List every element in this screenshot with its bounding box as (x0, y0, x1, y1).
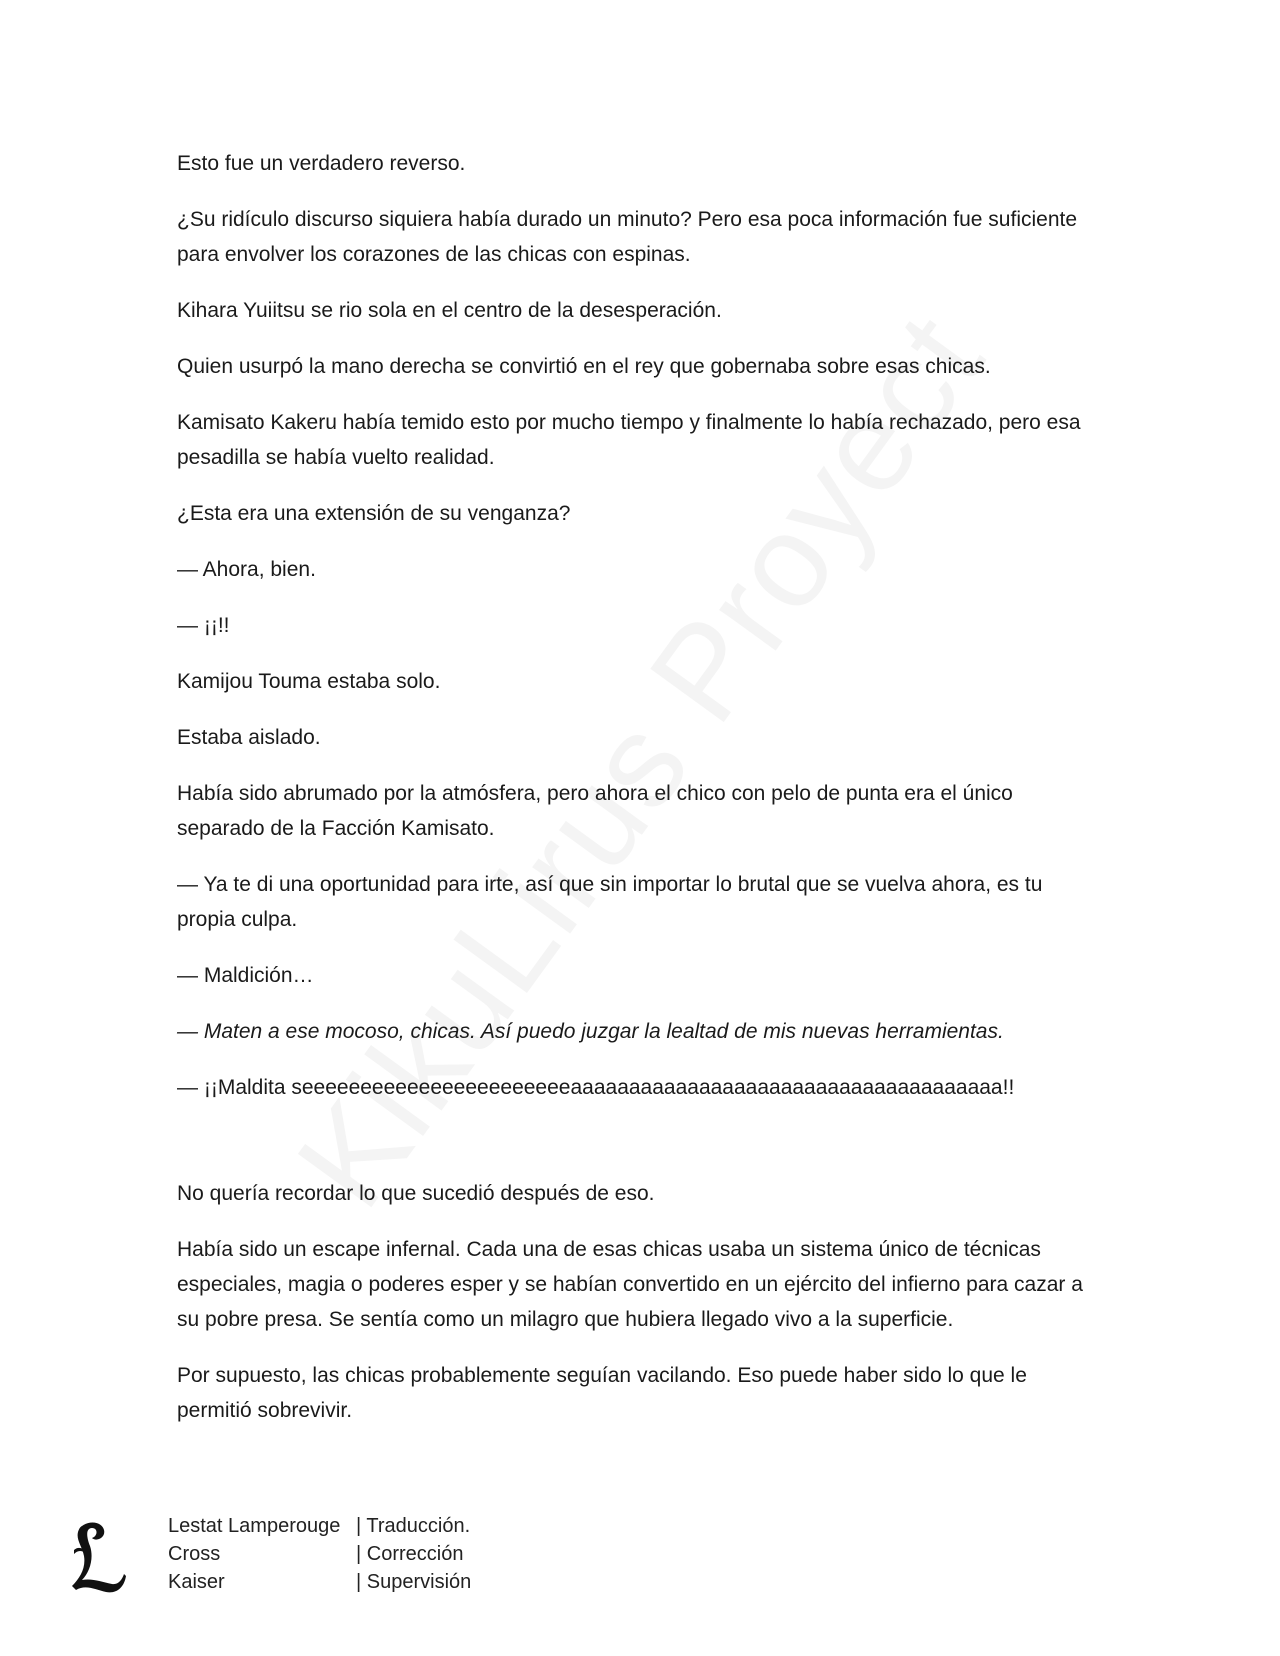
document-body (177, 146, 1103, 1449)
dialogue-line: — ¡¡!! (177, 614, 230, 637)
paragraph: Quien usurpó la mano derecha se convirtió en el rey que gobernaba sobre esas chicas. (177, 355, 991, 378)
paragraph: Kihara Yuiitsu se rio sola en el centro de la desesperación. (177, 299, 722, 322)
dialogue-line: — ¡¡Maldita seeeeeeeeeeeeeeeeeeeeeeeaaaaaaaaaaaaaaaaaaaaaaaaaaaaaaaaaaaaa!! (177, 1076, 1015, 1099)
paragraph: Había sido abrumado por la atmósfera, pero ahora el chico con pelo de punta era el único separado de la Facción Kamisato. (177, 782, 1013, 840)
credit-name: Cross (168, 1543, 221, 1565)
gothic-l-logo-icon (68, 1520, 128, 1596)
credit-role: | Traducción. (356, 1515, 471, 1537)
section-break (177, 1126, 1103, 1176)
dialogue-line: — Ya te di una oportunidad para irte, así que sin importar lo brutal que se vuelva ahora, es tu propia culpa. (177, 873, 1043, 931)
paragraph: Estaba aislado. (177, 726, 321, 749)
paragraph: Esto fue un verdadero reverso. (177, 152, 466, 175)
paragraph: Kamisato Kakeru había temido esto por mucho tiempo y finalmente lo había rechazado, pero esa pesadilla se había vuelto realidad. (177, 411, 1081, 469)
paragraph: Por supuesto, las chicas probablemente seguían vacilando. Eso puede haber sido lo que le permitió sobrevivir. (177, 1364, 1027, 1422)
credits (168, 1512, 471, 1596)
credit-role: | Supervisión (356, 1571, 472, 1593)
paragraph: Kamijou Touma estaba solo. (177, 670, 441, 693)
credit-row (168, 1568, 471, 1596)
credit-name: Kaiser (168, 1571, 225, 1593)
credit-role: | Corrección (356, 1543, 464, 1565)
credit-row (168, 1540, 471, 1568)
dialogue-line: — Ahora, bien. (177, 558, 316, 581)
paragraph: No quería recordar lo que sucedió después de eso. (177, 1182, 655, 1205)
credit-name: Lestat Lamperouge (168, 1515, 341, 1537)
dialogue-line: — Maldición… (177, 964, 314, 987)
dialogue-line-italic: — Maten a ese mocoso, chicas. Así puedo juzgar la lealtad de mis nuevas herramientas. (177, 1020, 1004, 1043)
paragraph: Había sido un escape infernal. Cada una de esas chicas usaba un sistema único de técnicas especiales, magia o poderes esper y se habían convertido en un ejército del infierno para cazar a su pobre presa. Se sentía como un milagro que hubiera llegado vivo a la superficie. (177, 1238, 1083, 1331)
footer (64, 1512, 664, 1612)
credit-row (168, 1512, 471, 1540)
paragraph: ¿Su ridículo discurso siquiera había durado un minuto? Pero esa poca información fue suficiente para envolver los corazones de las chicas con espinas. (177, 208, 1078, 266)
paragraph: ¿Esta era una extensión de su venganza? (177, 502, 571, 525)
